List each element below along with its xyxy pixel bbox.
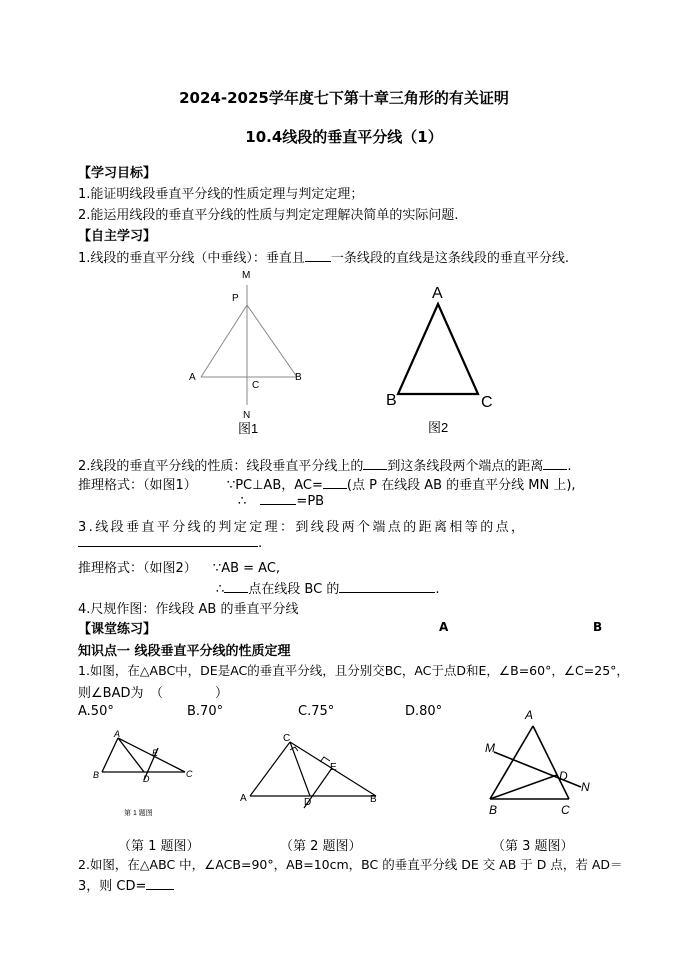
p3-label-d: D bbox=[559, 769, 568, 783]
question-1 bbox=[78, 247, 569, 266]
p1-label-e: E bbox=[152, 748, 159, 758]
question-3-format bbox=[78, 557, 280, 576]
answer-blank[interactable] bbox=[305, 261, 331, 262]
question-2 bbox=[78, 455, 572, 474]
answer-blank[interactable] bbox=[260, 504, 296, 505]
problem-2-line-1: 2.如图，在△ABC 中，∠ACB=90°，AB=10cm，BC 的垂直平分线 DE 交 AB 于 D 点，若 AD＝ bbox=[78, 857, 623, 872]
figure-1-diagram bbox=[180, 265, 320, 440]
document-title: 2024-2025学年度七下第十章三角形的有关证明 bbox=[179, 89, 509, 107]
goals-heading: 【学习目标】 bbox=[78, 166, 157, 181]
fig2-label-c: C bbox=[481, 394, 493, 411]
conclusion-text: 点在线段 BC 的 bbox=[248, 582, 340, 597]
goal-item-2: 2.能运用线段的垂直平分线的性质与判定定理解决简单的实际问题. bbox=[78, 208, 459, 223]
goal-item-1: 1.能证明线段垂直平分线的性质定理与判定定理； bbox=[78, 187, 364, 202]
question-2-text-start: 2.线段的垂直平分线的性质：线段垂直平分线上的 bbox=[78, 459, 364, 474]
answer-blank[interactable] bbox=[339, 592, 435, 593]
question-3-end: . bbox=[258, 536, 263, 551]
p2-label-d: D bbox=[304, 797, 312, 808]
answer-blank[interactable] bbox=[363, 469, 387, 470]
answer-blank[interactable] bbox=[323, 488, 347, 489]
question-3-answer bbox=[78, 536, 262, 551]
therefore-symbol: ∴ bbox=[238, 494, 247, 509]
conclusion-text: =PB bbox=[296, 494, 325, 509]
because-statement: ∵AB = AC, bbox=[212, 561, 281, 576]
p2-label-e: E bbox=[330, 762, 337, 773]
p2-label-b: B bbox=[370, 794, 377, 805]
answer-blank[interactable] bbox=[78, 546, 258, 547]
p2-label-a: A bbox=[240, 793, 247, 804]
fig1-label-n: N bbox=[243, 410, 251, 421]
question-1-text-end: 一条线段的直线是这条线段的垂直平分线. bbox=[330, 251, 570, 266]
fig1-label-b: B bbox=[295, 372, 302, 383]
problem-1-caption: （第 1 题图） bbox=[118, 839, 200, 854]
construction-point-a: A bbox=[439, 620, 449, 634]
p3-label-b: B bbox=[489, 803, 498, 817]
question-2-text-mid: 到这条线段两个端点的距离 bbox=[387, 459, 544, 474]
construction-point-b: B bbox=[593, 620, 603, 634]
problem-1-figure bbox=[88, 728, 203, 823]
option-a[interactable]: A.50° bbox=[78, 704, 114, 719]
question-4: 4.尺规作图：作线段 AB 的垂直平分线 bbox=[78, 602, 299, 617]
question-1-text-start: 1.线段的垂直平分线（中垂线）：垂直且 bbox=[78, 251, 305, 266]
p1-inner-caption: 第 1 题图 bbox=[124, 810, 153, 817]
p1-label-d: D bbox=[143, 774, 150, 784]
fig2-label-a: A bbox=[432, 285, 443, 302]
p2-label-c: C bbox=[283, 733, 291, 744]
question-2-conclusion bbox=[238, 494, 324, 509]
p3-label-m: M bbox=[485, 741, 495, 755]
problem-3-caption: （第 3 题图） bbox=[492, 839, 574, 854]
question-2-text-end: . bbox=[567, 459, 572, 474]
answer-blank[interactable] bbox=[146, 889, 174, 890]
lesson-subtitle: 10.4线段的垂直平分线（1） bbox=[245, 128, 443, 146]
practice-heading: 【课堂练习】 bbox=[78, 622, 157, 637]
p3-label-n: N bbox=[581, 780, 590, 794]
problem-3-figure bbox=[478, 704, 593, 822]
problem-1-line-2: 则∠BAD为 （ ） bbox=[78, 686, 228, 701]
format-intro: 推理格式：（如图1） bbox=[78, 478, 197, 493]
fig1-label-c: C bbox=[252, 380, 260, 391]
fig2-label-b: B bbox=[386, 392, 397, 409]
fig1-label-a: A bbox=[189, 372, 196, 383]
question-3-conclusion bbox=[216, 578, 439, 597]
p1-label-c: C bbox=[186, 769, 193, 779]
figure-2-diagram bbox=[380, 278, 500, 438]
p1-label-b: B bbox=[93, 770, 100, 780]
option-c[interactable]: C.75° bbox=[298, 704, 335, 719]
knowledge-point-1: 知识点一 线段垂直平分线的性质定理 bbox=[78, 644, 291, 659]
question-3: 3.线段垂直平分线的判定定理：到线段两个端点的距离相等的点， bbox=[78, 520, 527, 535]
problem-1-line-1: 1.如图，在△ABC中，DE是AC的垂直平分线，且分别交BC，AC于点D和E，∠B=60°，∠C=25°， bbox=[78, 663, 629, 678]
option-b[interactable]: B.70° bbox=[187, 704, 224, 719]
conclusion-end: . bbox=[435, 582, 440, 597]
p1-label-a: A bbox=[114, 729, 121, 739]
answer-blank[interactable] bbox=[224, 592, 248, 593]
problem-2-caption: （第 2 题图） bbox=[280, 839, 362, 854]
fig1-caption: 图1 bbox=[238, 421, 259, 436]
fig2-caption: 图2 bbox=[428, 420, 449, 435]
self-study-heading: 【自主学习】 bbox=[78, 229, 157, 244]
answer-blank[interactable] bbox=[543, 469, 567, 470]
question-2-format bbox=[78, 474, 576, 493]
option-d[interactable]: D.80° bbox=[405, 704, 443, 719]
p3-label-c: C bbox=[561, 803, 570, 817]
because-condition: (点 P 在线段 AB 的垂直平分线 MN 上), bbox=[346, 478, 576, 493]
p3-label-a: A bbox=[525, 708, 534, 722]
fig1-label-p: P bbox=[232, 293, 239, 304]
problem-2-line-2 bbox=[78, 875, 174, 894]
format-intro: 推理格式：（如图2） bbox=[78, 561, 197, 576]
problem-2-figure bbox=[238, 728, 388, 813]
because-statement: ∵PC⊥AB，AC= bbox=[226, 478, 323, 493]
therefore-symbol: ∴ bbox=[216, 582, 225, 597]
problem-2-text: 3，则 CD= bbox=[78, 879, 147, 894]
fig1-label-m: M bbox=[242, 270, 251, 281]
